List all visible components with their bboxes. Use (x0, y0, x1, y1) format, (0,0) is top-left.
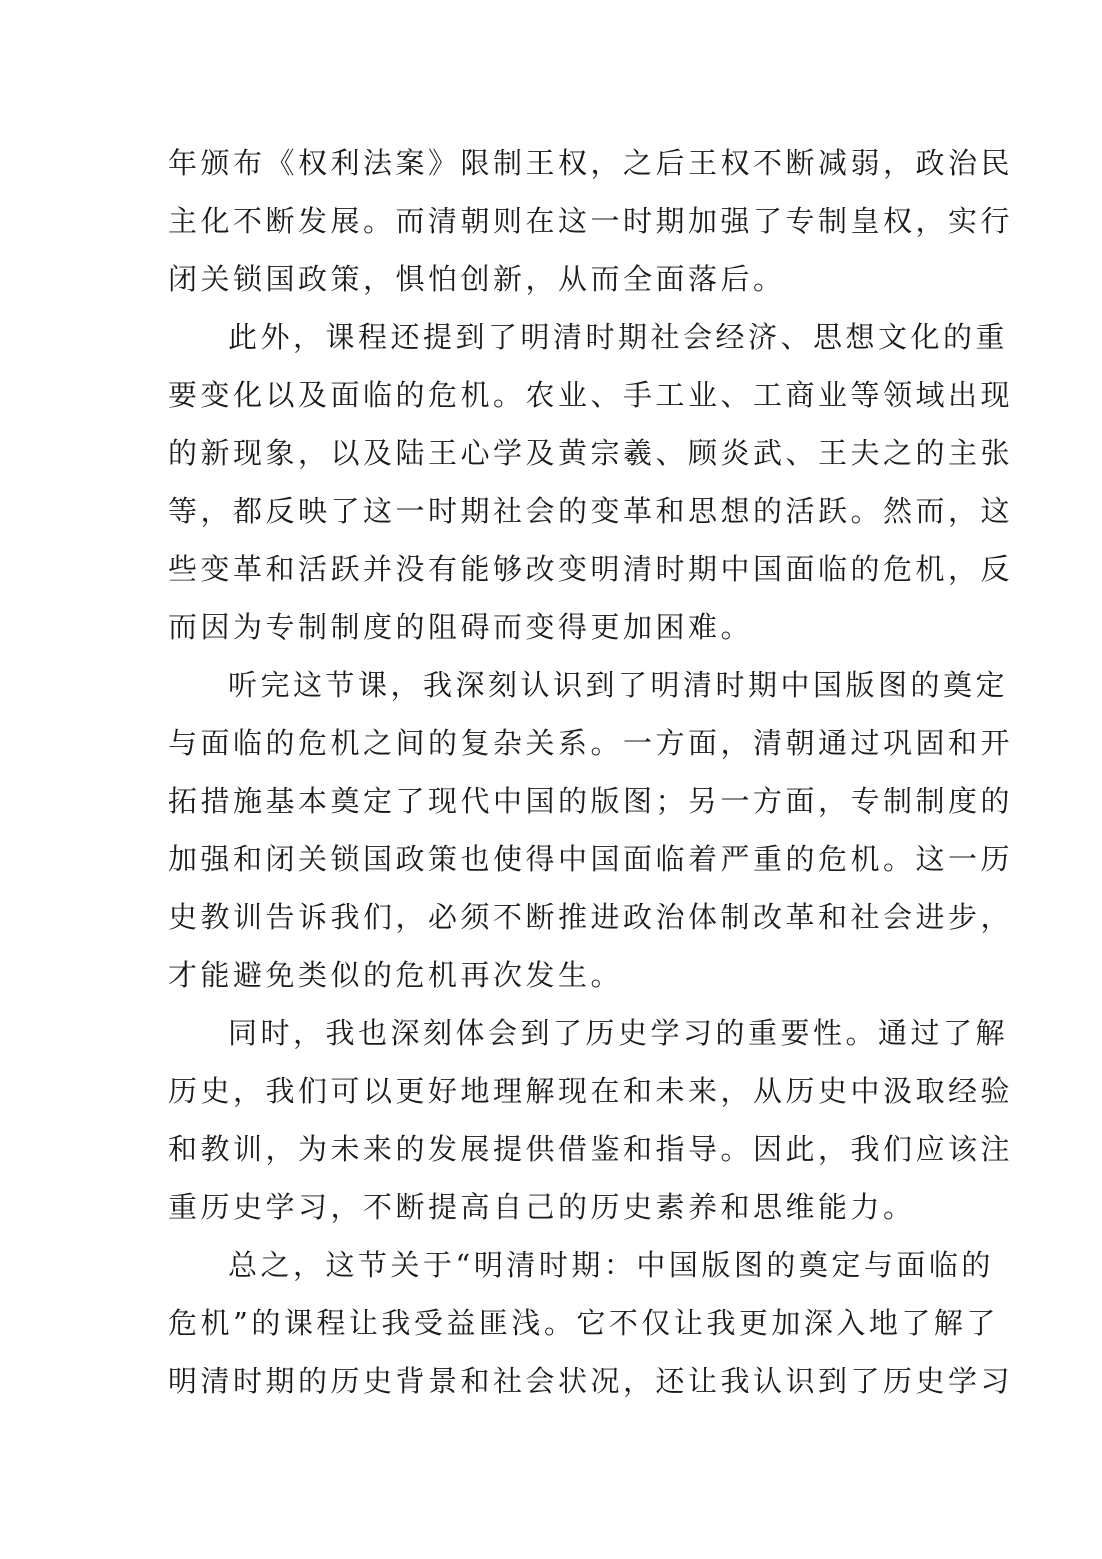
text-line: 才能避免类似的危机再次发生。 (168, 958, 624, 992)
text-line: 而因为专制制度的阻碍而变得更加困难。 (168, 610, 754, 644)
body-text (168, 134, 1014, 1410)
text-line: 危机”的课程让我受益匪浅。它不仅让我更加深入地了解了 (168, 1306, 999, 1340)
text-line: 年颁布《权利法案》限制王权，之后王权不断减弱，政治民 (168, 146, 1014, 180)
paragraph-3 (168, 656, 1014, 1004)
text-line-indented: 总之，这节关于“明清时期：中国版图的奠定与面临的 (228, 1248, 994, 1282)
text-line-indented: 此外，课程还提到了明清时期社会经济、思想文化的重 (228, 320, 1009, 354)
text-line: 主化不断发展。而清朝则在这一时期加强了专制皇权，实行 (168, 204, 1014, 238)
text-line: 加强和闭关锁国政策也使得中国面临着严重的危机。这一历 (168, 842, 1014, 876)
text-line: 重历史学习，不断提高自己的历史素养和思维能力。 (168, 1190, 916, 1224)
text-line: 史教训告诉我们，必须不断推进政治体制改革和社会进步， (168, 900, 1014, 934)
text-line: 的新现象，以及陆王心学及黄宗羲、顾炎武、王夫之的主张 (168, 436, 1014, 470)
paragraph-5 (168, 1236, 1014, 1410)
text-line: 要变化以及面临的危机。农业、手工业、工商业等领域出现 (168, 378, 1014, 412)
text-line-indented: 同时，我也深刻体会到了历史学习的重要性。通过了解 (228, 1016, 1009, 1050)
paragraph-4 (168, 1004, 1014, 1236)
text-line: 闭关锁国政策，惧怕创新，从而全面落后。 (168, 262, 786, 296)
text-line: 与面临的危机之间的复杂关系。一方面，清朝通过巩固和开 (168, 726, 1014, 760)
text-line: 明清时期的历史背景和社会状况，还让我认识到了历史学习 (168, 1364, 1014, 1398)
paragraph-1 (168, 134, 1014, 308)
text-line: 等，都反映了这一时期社会的变革和思想的活跃。然而，这 (168, 494, 1014, 528)
text-line: 历史，我们可以更好地理解现在和未来，从历史中汲取经验 (168, 1074, 1014, 1108)
text-line: 些变革和活跃并没有能够改变明清时期中国面临的危机，反 (168, 552, 1014, 586)
text-line-indented: 听完这节课，我深刻认识到了明清时期中国版图的奠定 (228, 668, 1009, 702)
paragraph-2 (168, 308, 1014, 656)
text-line: 和教训，为未来的发展提供借鉴和指导。因此，我们应该注 (168, 1132, 1014, 1166)
text-line: 拓措施基本奠定了现代中国的版图；另一方面，专制制度的 (168, 784, 1014, 818)
